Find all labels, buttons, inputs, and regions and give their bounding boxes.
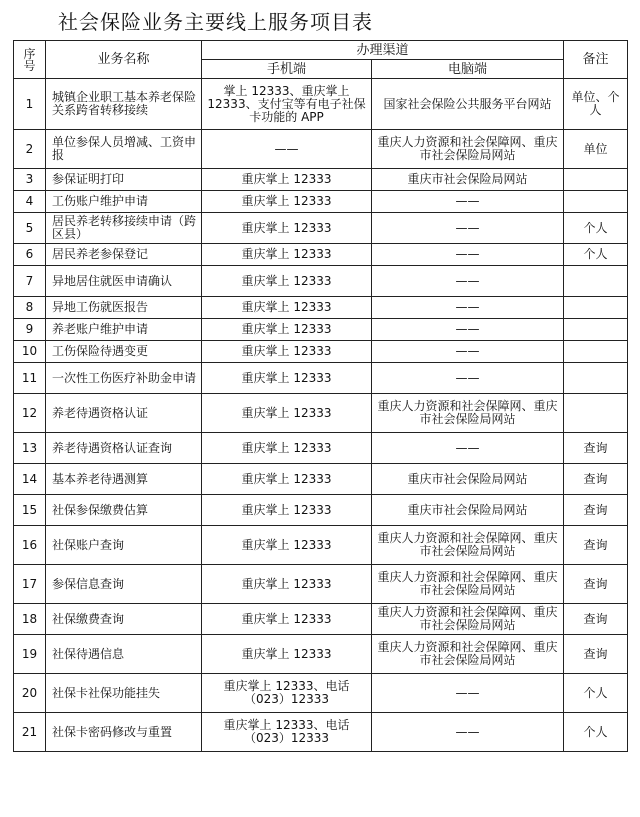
note: 个人: [564, 244, 628, 266]
row-number: 9: [14, 319, 46, 341]
mobile-channel: 重庆掌上 12333: [202, 604, 372, 635]
note: 查询: [564, 526, 628, 565]
service-name: 异地居住就医申请确认: [46, 266, 202, 297]
note: [564, 394, 628, 433]
mobile-channel: 重庆掌上 12333: [202, 169, 372, 191]
row-number: 8: [14, 297, 46, 319]
pc-channel: 重庆市社会保险局网站: [372, 495, 564, 526]
pc-channel: ——: [372, 319, 564, 341]
row-number: 12: [14, 394, 46, 433]
service-name: 居民养老转移接续申请（跨区县）: [46, 213, 202, 244]
mobile-channel: 重庆掌上 12333: [202, 635, 372, 674]
service-name: 养老待遇资格认证查询: [46, 433, 202, 464]
note: 查询: [564, 604, 628, 635]
table-row: [14, 319, 628, 341]
pc-channel: ——: [372, 266, 564, 297]
note: 个人: [564, 674, 628, 713]
note: [564, 319, 628, 341]
pc-channel: ——: [372, 341, 564, 363]
row-number: 6: [14, 244, 46, 266]
service-name: 城镇企业职工基本养老保险关系跨省转移接续: [46, 79, 202, 130]
table-row: [14, 394, 628, 433]
service-name: 社保缴费查询: [46, 604, 202, 635]
row-number: 19: [14, 635, 46, 674]
service-name: 社保账户查询: [46, 526, 202, 565]
service-name: 单位参保人员增减、工资申报: [46, 130, 202, 169]
row-number: 17: [14, 565, 46, 604]
pc-channel: 重庆人力资源和社会保障网、重庆市社会保险局网站: [372, 635, 564, 674]
service-name: 参保证明打印: [46, 169, 202, 191]
row-number: 10: [14, 341, 46, 363]
service-name: 异地工伤就医报告: [46, 297, 202, 319]
row-number: 4: [14, 191, 46, 213]
row-number: 16: [14, 526, 46, 565]
header-pc: 电脑端: [372, 60, 564, 79]
mobile-channel: 重庆掌上 12333: [202, 319, 372, 341]
table-row: [14, 433, 628, 464]
row-number: 14: [14, 464, 46, 495]
pc-channel: ——: [372, 433, 564, 464]
note: [564, 341, 628, 363]
note: [564, 297, 628, 319]
service-name: 一次性工伤医疗补助金申请: [46, 363, 202, 394]
note: 查询: [564, 565, 628, 604]
note: 单位、个人: [564, 79, 628, 130]
row-number: 15: [14, 495, 46, 526]
table-row: [14, 526, 628, 565]
service-name: 社保待遇信息: [46, 635, 202, 674]
mobile-channel: 重庆掌上 12333: [202, 495, 372, 526]
mobile-channel: 重庆掌上 12333: [202, 266, 372, 297]
mobile-channel: 重庆掌上 12333、电话（023）12333: [202, 713, 372, 752]
row-number: 5: [14, 213, 46, 244]
pc-channel: ——: [372, 213, 564, 244]
table-row: [14, 297, 628, 319]
note: [564, 169, 628, 191]
mobile-channel: ——: [202, 130, 372, 169]
table-row: [14, 565, 628, 604]
service-name: 养老账户维护申请: [46, 319, 202, 341]
table-row: [14, 604, 628, 635]
service-name: 社保卡社保功能挂失: [46, 674, 202, 713]
pc-channel: 重庆人力资源和社会保障网、重庆市社会保险局网站: [372, 565, 564, 604]
row-number: 13: [14, 433, 46, 464]
table-row: [14, 79, 628, 130]
mobile-channel: 重庆掌上 12333: [202, 565, 372, 604]
note: [564, 266, 628, 297]
mobile-channel: 重庆掌上 12333: [202, 394, 372, 433]
pc-channel: 重庆人力资源和社会保障网、重庆市社会保险局网站: [372, 604, 564, 635]
note: 查询: [564, 433, 628, 464]
table-row: [14, 674, 628, 713]
row-number: 7: [14, 266, 46, 297]
mobile-channel: 重庆掌上 12333: [202, 433, 372, 464]
table-row: [14, 169, 628, 191]
service-name: 工伤保险待遇变更: [46, 341, 202, 363]
pc-channel: ——: [372, 191, 564, 213]
note: [564, 363, 628, 394]
table-row: [14, 213, 628, 244]
mobile-channel: 重庆掌上 12333: [202, 464, 372, 495]
mobile-channel: 重庆掌上 12333: [202, 244, 372, 266]
header-mobile: 手机端: [202, 60, 372, 79]
pc-channel: ——: [372, 713, 564, 752]
row-number: 21: [14, 713, 46, 752]
pc-channel: ——: [372, 244, 564, 266]
note: 个人: [564, 213, 628, 244]
pc-channel: 重庆人力资源和社会保障网、重庆市社会保险局网站: [372, 130, 564, 169]
header-channel: 办理渠道: [202, 41, 564, 60]
pc-channel: ——: [372, 363, 564, 394]
mobile-channel: 重庆掌上 12333、电话（023）12333: [202, 674, 372, 713]
mobile-channel: 掌上 12333、重庆掌上 12333、支付宝等有电子社保卡功能的 APP: [202, 79, 372, 130]
table-row: [14, 266, 628, 297]
note: 查询: [564, 464, 628, 495]
row-number: 2: [14, 130, 46, 169]
row-number: 1: [14, 79, 46, 130]
note: 查询: [564, 495, 628, 526]
row-number: 3: [14, 169, 46, 191]
table-row: [14, 363, 628, 394]
pc-channel: 重庆人力资源和社会保障网、重庆市社会保险局网站: [372, 394, 564, 433]
note: [564, 191, 628, 213]
mobile-channel: 重庆掌上 12333: [202, 191, 372, 213]
note: 个人: [564, 713, 628, 752]
table-row: [14, 244, 628, 266]
table-row: [14, 495, 628, 526]
table-row: [14, 191, 628, 213]
service-name: 养老待遇资格认证: [46, 394, 202, 433]
mobile-channel: 重庆掌上 12333: [202, 526, 372, 565]
service-name: 参保信息查询: [46, 565, 202, 604]
note: 单位: [564, 130, 628, 169]
pc-channel: 重庆人力资源和社会保障网、重庆市社会保险局网站: [372, 526, 564, 565]
service-name: 居民养老参保登记: [46, 244, 202, 266]
table-row: [14, 464, 628, 495]
mobile-channel: 重庆掌上 12333: [202, 297, 372, 319]
header-seq: 序号: [14, 41, 46, 79]
row-number: 11: [14, 363, 46, 394]
mobile-channel: 重庆掌上 12333: [202, 363, 372, 394]
table-row: [14, 635, 628, 674]
row-number: 20: [14, 674, 46, 713]
pc-channel: 重庆市社会保险局网站: [372, 464, 564, 495]
header-note: 备注: [564, 41, 628, 79]
pc-channel: 国家社会保险公共服务平台网站: [372, 79, 564, 130]
table-row: [14, 713, 628, 752]
mobile-channel: 重庆掌上 12333: [202, 213, 372, 244]
service-name: 社保参保缴费估算: [46, 495, 202, 526]
mobile-channel: 重庆掌上 12333: [202, 341, 372, 363]
table-row: [14, 341, 628, 363]
header-name: 业务名称: [46, 41, 202, 79]
pc-channel: 重庆市社会保险局网站: [372, 169, 564, 191]
row-number: 18: [14, 604, 46, 635]
pc-channel: ——: [372, 297, 564, 319]
service-name: 工伤账户维护申请: [46, 191, 202, 213]
service-name: 基本养老待遇测算: [46, 464, 202, 495]
note: 查询: [564, 635, 628, 674]
pc-channel: ——: [372, 674, 564, 713]
service-name: 社保卡密码修改与重置: [46, 713, 202, 752]
service-table: [13, 40, 628, 752]
table-row: [14, 130, 628, 169]
document-title: 社会保险业务主要线上服务项目表: [58, 10, 373, 34]
